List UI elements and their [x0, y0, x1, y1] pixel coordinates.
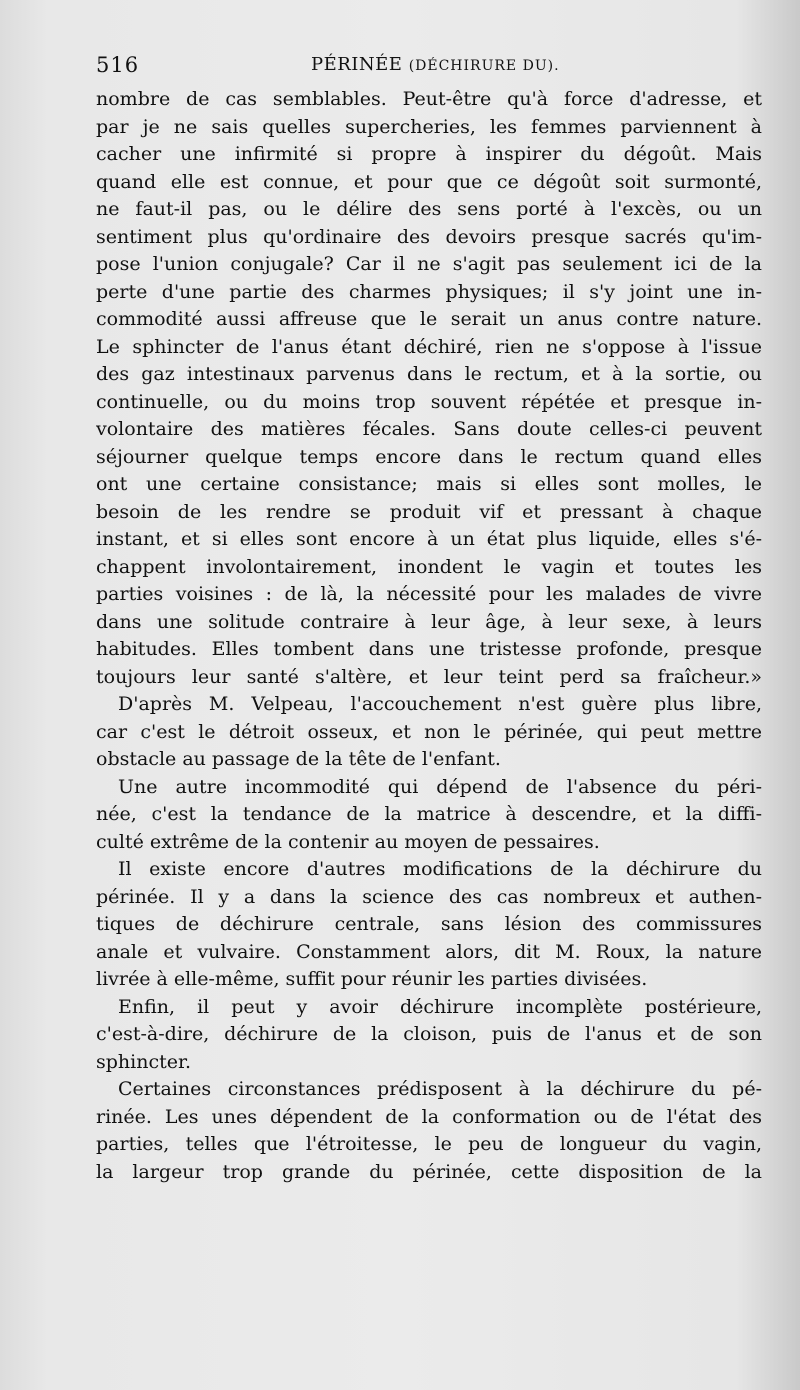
running-title-subtitle: (DÉCHIRURE DU).	[408, 58, 560, 74]
text-line: chappent involontairement, inondent le vagin et toutes les	[96, 555, 762, 578]
text-line: tiques de déchirure centrale, sans lésion des commissures	[96, 913, 762, 935]
text-line: obstacle au passage de la tête de l'enfant.	[96, 748, 501, 770]
running-title	[311, 50, 560, 81]
text-line: pose l'union conjugale? Car il ne s'agit pas seulement ici de la	[96, 253, 762, 275]
text-line: cacher une infirmité si propre à inspirer du dégoût. Mais	[96, 143, 762, 165]
text-line: D'après M. Velpeau, l'accouchement n'est guère plus libre,	[118, 693, 762, 715]
text-line: quand elle est connue, et pour que ce dégoût soit surmonté,	[96, 170, 762, 193]
text-line: ne faut-il pas, ou le délire des sens porté à l'excès, ou un	[96, 198, 762, 220]
running-header	[96, 50, 760, 80]
text-line: par je ne sais quelles supercheries, les femmes parviennent à	[96, 115, 762, 138]
text-line: ont une certaine consistance; mais si elles sont molles, le	[96, 473, 762, 495]
text-line: sphincter.	[96, 1050, 192, 1073]
text-line: instant, et si elles sont encore à un état plus liquide, elles s'é-	[96, 528, 762, 550]
text-line: Le sphincter de l'anus étant déchiré, rien ne s'oppose à l'issue	[96, 335, 762, 358]
running-title-main: PÉRINÉE	[311, 54, 403, 75]
text-line: séjourner quelque temps encore dans le rectum quand elles	[96, 445, 762, 468]
text-line: culté extrême de la contenir au moyen de pessaires.	[96, 830, 600, 853]
text-line: sentiment plus qu'ordinaire des devoirs presque sacrés qu'im-	[96, 225, 762, 248]
text-line: volontaire des matières fécales. Sans doute celles-ci peuvent	[96, 418, 762, 440]
text-line: des gaz intestinaux parvenus dans le rectum, et à la sortie, ou	[96, 363, 762, 385]
text-line: parties, telles que l'étroitesse, le peu de longueur du vagin,	[96, 1133, 762, 1155]
text-line: née, c'est la tendance de la matrice à descendre, et la diffi-	[96, 803, 762, 825]
text-line: perte d'une partie des charmes physiques; il s'y joint une in-	[96, 280, 762, 303]
text-line: rinée. Les unes dépendent de la conformation ou de l'état des	[96, 1105, 762, 1128]
text-line: livrée à elle-même, suffit pour réunir les parties divisées.	[96, 968, 648, 990]
text-line: Une autre incommodité qui dépend de l'absence du péri-	[118, 775, 762, 798]
page-number: 516	[96, 53, 140, 77]
text-line: commodité aussi affreuse que le serait un anus contre nature.	[96, 308, 762, 330]
text-line: Enfin, il peut y avoir déchirure incomplète postérieure,	[118, 995, 762, 1018]
text-line: Il existe encore d'autres modifications de la déchirure du	[118, 858, 762, 880]
text-line: Certaines circonstances prédisposent à la déchirure du pé-	[118, 1078, 762, 1100]
text-line: besoin de les rendre se produit vif et pressant à chaque	[96, 500, 762, 523]
text-line: périnée. Il y a dans la science des cas nombreux et authen-	[96, 885, 762, 908]
text-line: c'est-à-dire, déchirure de la cloison, puis de l'anus et de son	[96, 1023, 762, 1045]
text-line: toujours leur santé s'altère, et leur teint perd sa fraîcheur.»	[96, 665, 762, 688]
text-line: dans une solitude contraire à leur âge, à leur sexe, à leurs	[96, 610, 762, 633]
text-line: la largeur trop grande du périnée, cette disposition de la	[96, 1160, 762, 1183]
text-line: car c'est le détroit osseux, et non le périnée, qui peut mettre	[96, 720, 762, 743]
body-text	[96, 86, 762, 1186]
text-line: anale et vulvaire. Constamment alors, dit M. Roux, la nature	[96, 940, 762, 963]
text-line: nombre de cas semblables. Peut-être qu'à force d'adresse, et	[96, 88, 762, 110]
text-line: habitudes. Elles tombent dans une tristesse profonde, presque	[96, 638, 762, 660]
text-line: continuelle, ou du moins trop souvent répétée et presque in-	[96, 390, 762, 413]
text-line: parties voisines : de là, la nécessité pour les malades de vivre	[96, 583, 762, 605]
